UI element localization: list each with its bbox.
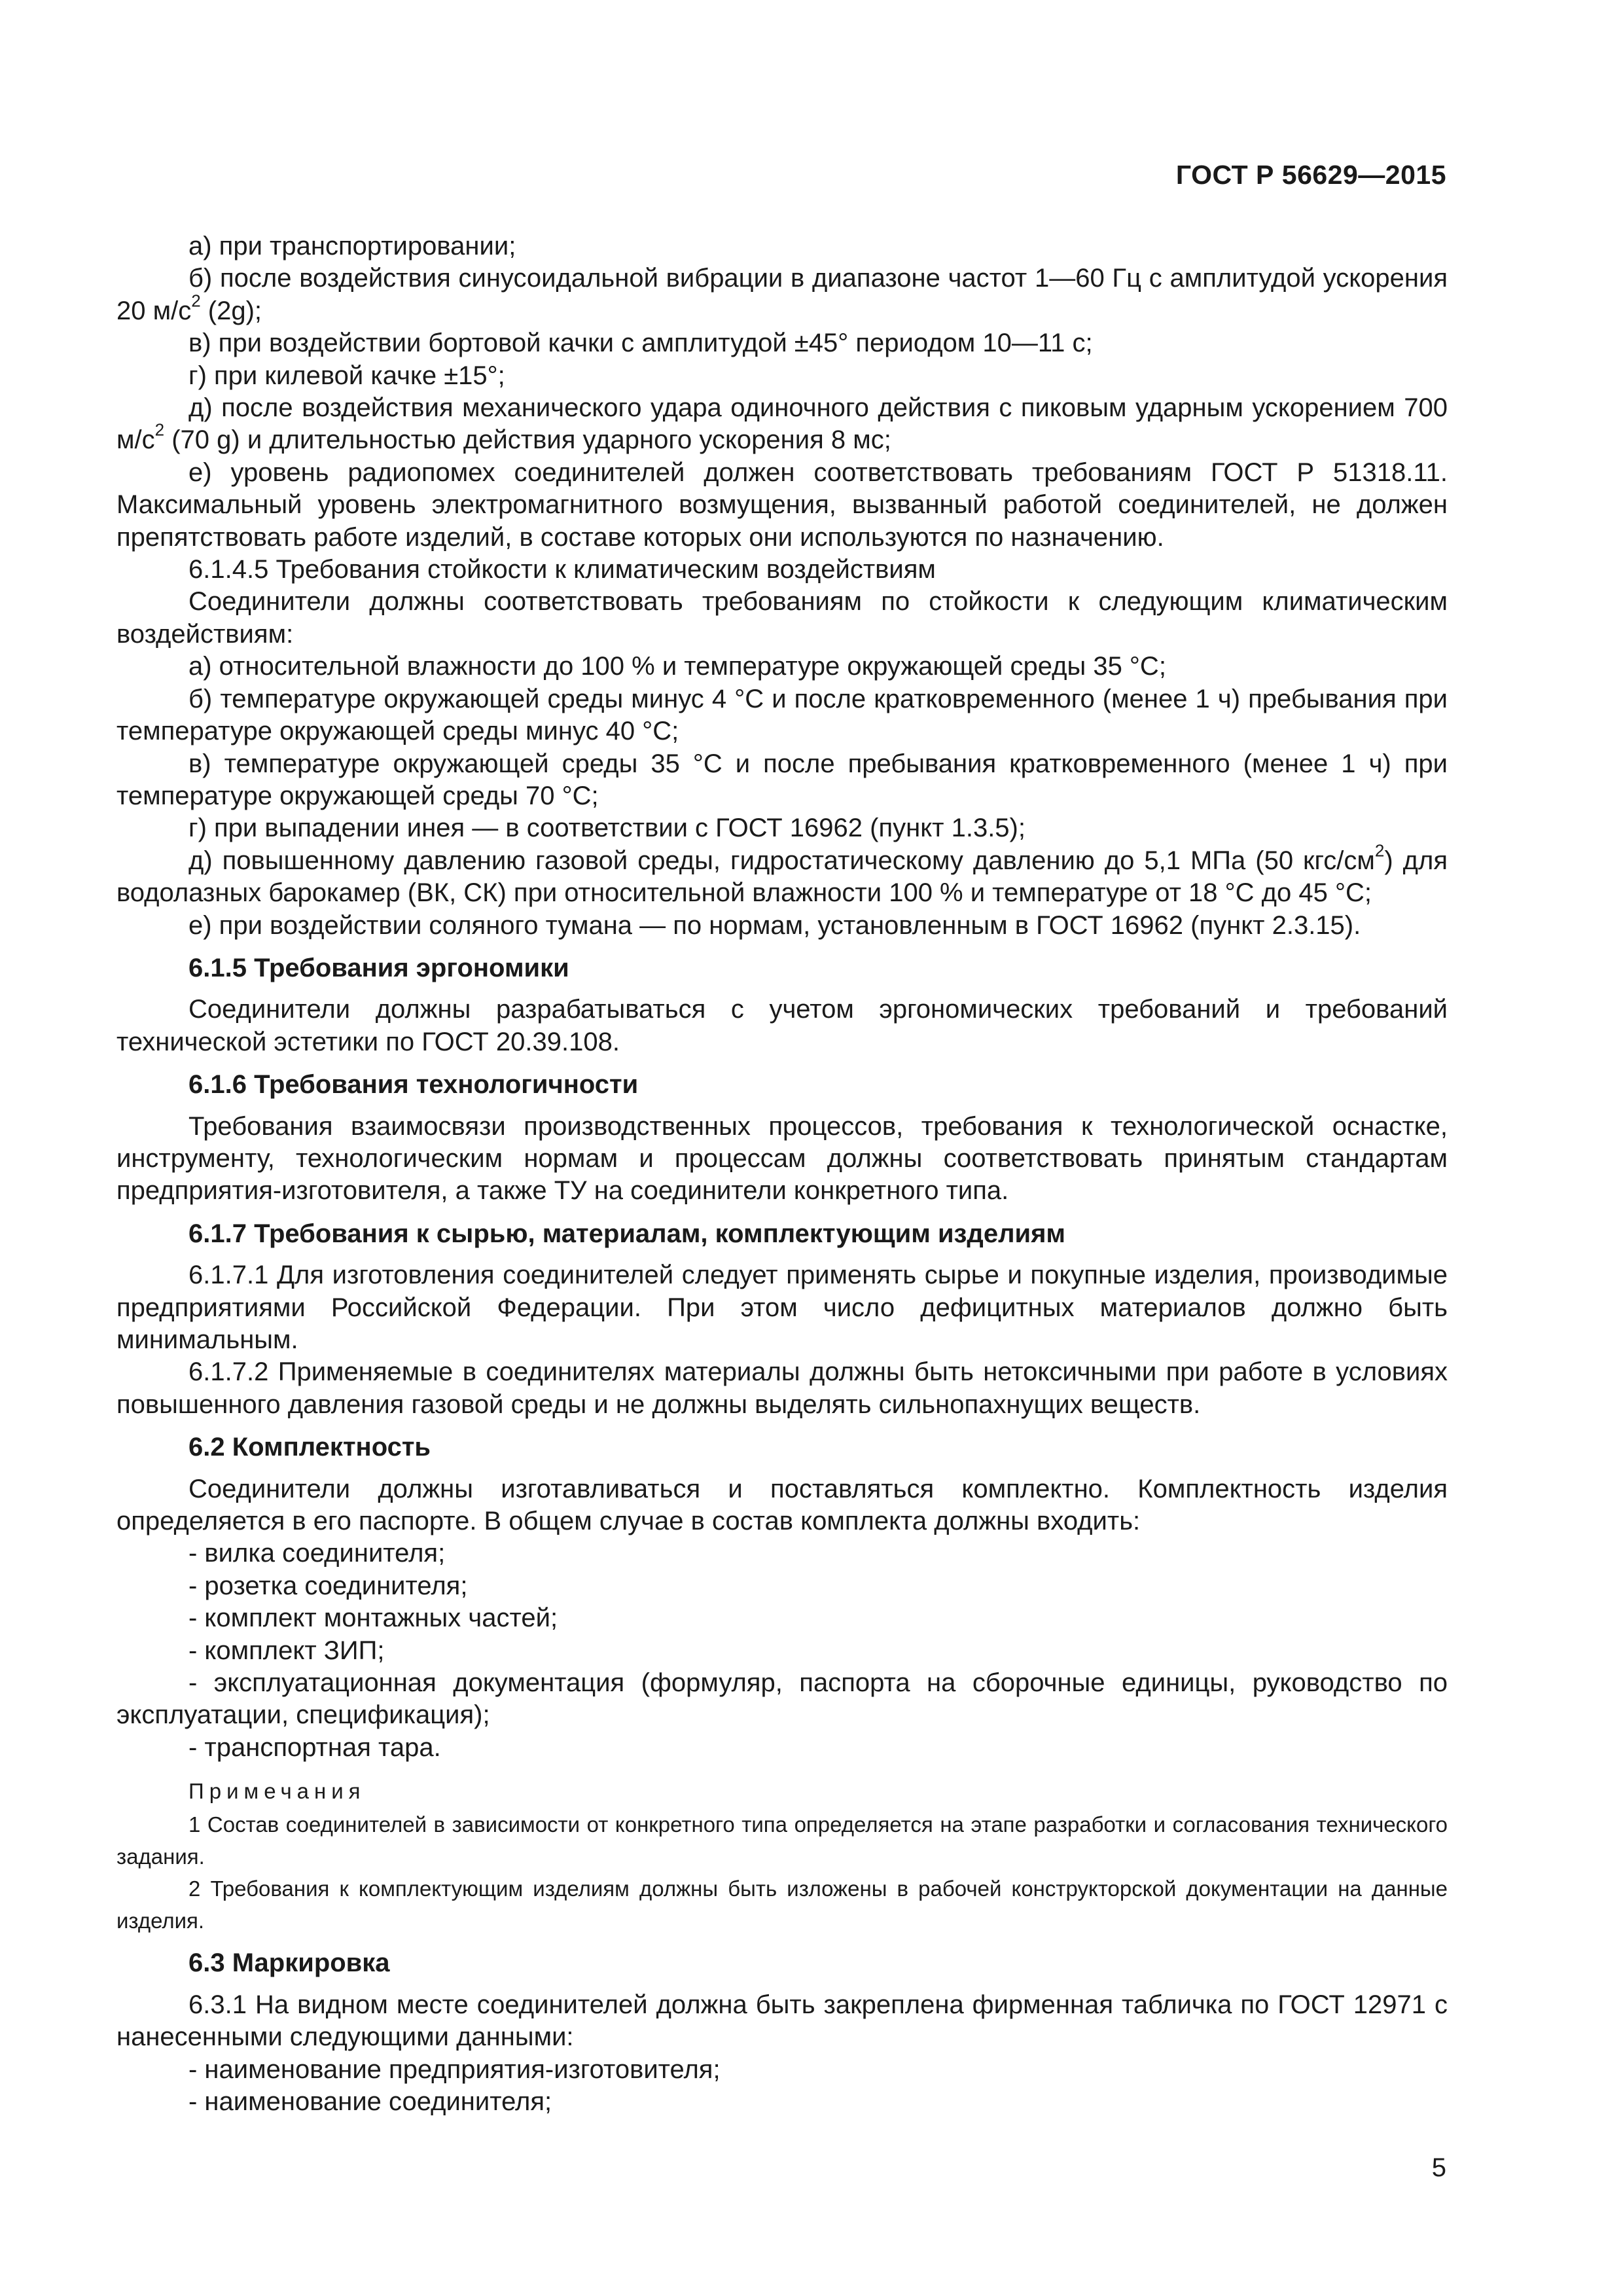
item-b1: б) после воздействия синусоидальной вибрации в диапазоне частот 1—60 Гц с амплитудой ускорения 20 $м/с^2$ (2g); <box>116 264 1448 325</box>
notes-heading: Примечания <box>188 1779 366 1804</box>
item-d2: д) повышенному давлению газовой среды, гидростатическому давлению до 5,1 МПа (50 кгс/$см^2$) для водолазных барокамер (ВК, СК) при относительной влажности 100 % и температуре от 18 °С до 45 °С; <box>116 840 1448 908</box>
list-item: - наименование предприятия-изготовителя; <box>188 2054 721 2084</box>
climate-intro: Соединители должны соответствовать требованиям по стойкости к следующим климатическим воздействиям: <box>116 587 1448 649</box>
item-v1: в) при воздействии бортовой качки с амплитудой ±45° периодом 10—11 с; <box>188 329 1093 358</box>
document-header: ГОСТ Р 56629—2015 <box>1175 160 1446 190</box>
section-6-1-6-title: 6.1.6 Требования технологичности <box>188 1070 639 1100</box>
document-body <box>116 230 1448 2118</box>
clause-6-1-4-5: 6.1.4.5 Требования стойкости к климатическим воздействиям <box>188 555 936 584</box>
list-item: - транспортная тара. <box>188 1732 441 1762</box>
item-e2: е) при воздействии соляного тумана — по нормам, установленным в ГОСТ 16962 (пункт 2.3.15). <box>188 910 1361 940</box>
item-b2: б) температуре окружающей среды минус 4 °С и после кратковременного (менее 1 ч) пребывания при температуре окружающей среды минус 40 °С; <box>116 684 1448 746</box>
item-a1: а) при транспортировании; <box>188 232 516 260</box>
section-6-3-title: 6.3 Маркировка <box>188 1948 390 1978</box>
list-item: - наименование соединителя; <box>188 2087 552 2116</box>
list-item: - комплект ЗИП; <box>188 1636 385 1665</box>
item-e1: е) уровень радиопомех соединителей должен соответствовать требованиям ГОСТ Р 51318.11. Максимальный уровень электромагнитного возмущения, вызванный работой соединителей, не должен препятствовать работе изделий, в составе которых они используются по назначению. <box>116 457 1448 552</box>
section-6-2-title: 6.2 Комплектность <box>188 1433 431 1462</box>
list-item: - розетка соединителя; <box>188 1571 468 1600</box>
item-d1: д) после воздействия механического удара одиночного действия с пиковым ударным ускорением 700 $м/с^2$ (70 g) и длительностью действия ударного ускорения 8 мс; <box>116 393 1448 455</box>
note-2: 2 Требования к комплектующим изделиям должны быть изложены в рабочей конструкторской документации на данные изделия. <box>116 1876 1448 1933</box>
page-number: 5 <box>1431 2153 1446 2182</box>
section-6-2-text: Соединители должны изготавливаться и поставляться комплектно. Комплектность изделия определяется в его паспорте. В общем случае в состав комплекта должны входить: <box>116 1474 1448 1536</box>
list-item: - эксплуатационная документация (формуляр, паспорта на сборочные единицы, руководство по эксплуатации, спецификация); <box>116 1668 1448 1730</box>
section-6-1-6-text: Требования взаимосвязи производственных процессов, требования к технологической оснастке, инструменту, технологическим нормам и процессам должны соответствовать принятым стандартам предприятия-изготовителя, а также ТУ на соединители конкретного типа. <box>116 1111 1448 1206</box>
item-g2: г) при выпадении инея — в соответствии с ГОСТ 16962 (пункт 1.3.5); <box>188 814 1026 843</box>
list-item: - вилка соединителя; <box>188 1539 446 1568</box>
list-item: - комплект монтажных частей; <box>188 1604 558 1633</box>
clause-6-3-1: 6.3.1 На видном месте соединителей должна быть закреплена фирменная табличка по ГОСТ 12971 с нанесенными следующими данными: <box>116 1990 1448 2052</box>
section-6-1-7-title: 6.1.7 Требования к сырью, материалам, комплектующим изделиям <box>188 1219 1065 1248</box>
note-1: 1 Состав соединителей в зависимости от конкретного типа определяется на этапе разработки и согласования технического задания. <box>116 1812 1448 1869</box>
item-a2: а) относительной влажности до 100 % и температуре окружающей среды 35 °С; <box>188 652 1166 681</box>
section-6-1-5-title: 6.1.5 Требования эргономики <box>188 953 569 982</box>
item-v2: в) температуре окружающей среды 35 °С и после пребывания кратковременного (менее 1 ч) при температуре окружающей среды 70 °С; <box>116 749 1448 810</box>
item-g1: г) при килевой качке ±15°; <box>188 361 505 390</box>
section-6-1-5-text: Соединители должны разрабатываться с учетом эргономических требований и требований технической эстетики по ГОСТ 20.39.108. <box>116 995 1448 1056</box>
clause-6-1-7-2: 6.1.7.2 Применяемые в соединителях материалы должны быть нетоксичными при работе в условиях повышенного давления газовой среды и не должны выделять сильнопахнущих веществ. <box>116 1357 1448 1419</box>
clause-6-1-7-1: 6.1.7.1 Для изготовления соединителей следует применять сырье и покупные изделия, производимые предприятиями Российской Федерации. При этом число дефицитных материалов должно быть минимальным. <box>116 1261 1448 1354</box>
